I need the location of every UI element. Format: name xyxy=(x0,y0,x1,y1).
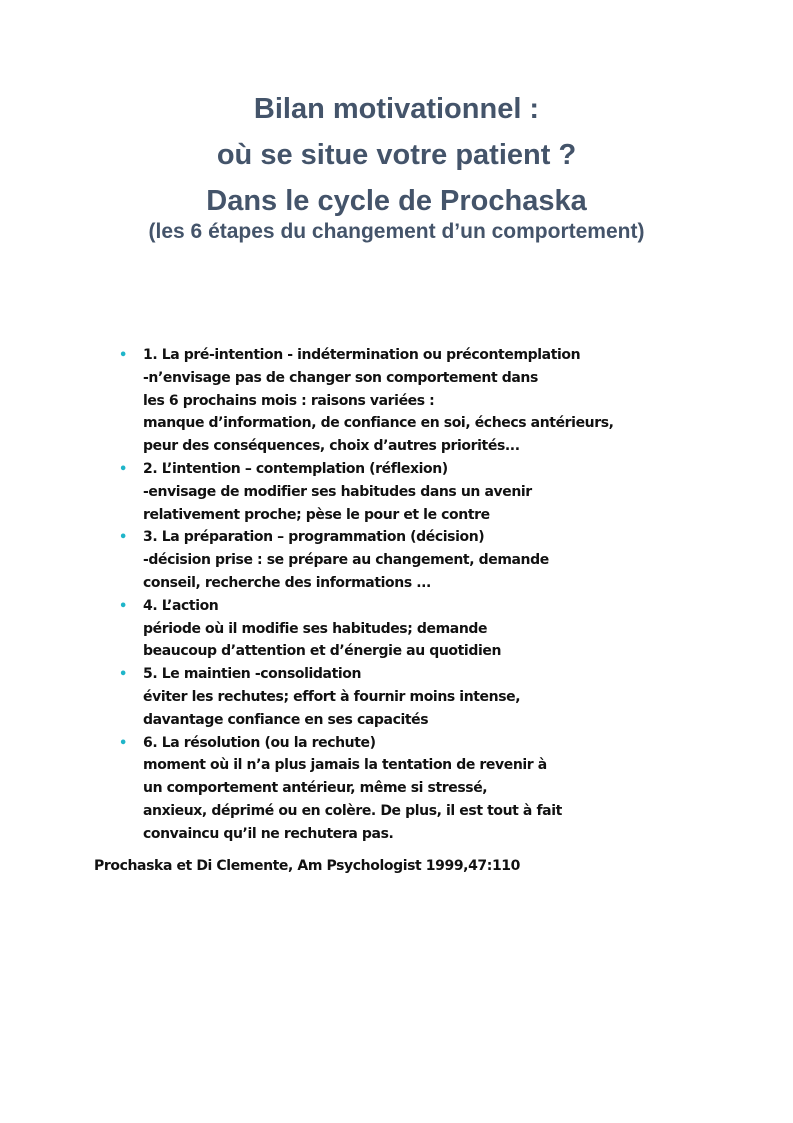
stage-line: moment où il n’a plus jamais la tentation de revenir à xyxy=(143,757,547,774)
stage-line: anxieux, déprimé ou en colère. De plus, il est tout à fait xyxy=(143,802,562,819)
title-line-1: Bilan motivationnel : xyxy=(253,93,540,125)
stage-line: éviter les rechutes; effort à fournir moins intense, xyxy=(143,688,521,705)
stage-item-4 xyxy=(118,595,718,663)
bullet-icon: • xyxy=(119,461,127,477)
bullet-icon: • xyxy=(119,530,127,546)
stage-line: un comportement antérieur, même si stressé, xyxy=(143,780,488,797)
stage-line: -envisage de modifier ses habitudes dans un avenir xyxy=(143,483,532,500)
stage-line: peur des conséquences, choix d’autres priorités... xyxy=(143,438,520,455)
stage-line: -n’envisage pas de changer son comportement dans xyxy=(143,369,538,386)
stage-line: davantage confiance en ses capacités xyxy=(143,711,429,728)
stage-line: période où il modifie ses habitudes; demande xyxy=(143,620,488,637)
stage-item-6 xyxy=(118,732,718,846)
stage-line: relativement proche; pèse le pour et le contre xyxy=(143,506,490,523)
stage-line: manque d’information, de confiance en soi, échecs antérieurs, xyxy=(143,415,614,432)
title-line-2: où se situe votre patient ? xyxy=(216,139,577,171)
stage-item-3 xyxy=(118,526,718,594)
stage-heading: 2. L’intention – contemplation (réflexion) xyxy=(143,460,448,477)
bullet-icon: • xyxy=(119,598,127,614)
stage-item-1 xyxy=(118,344,718,458)
stage-heading: 1. La pré-intention - indétermination ou précontemplation xyxy=(143,347,581,363)
stages-list xyxy=(118,344,718,846)
stage-heading: 3. La préparation – programmation (décision) xyxy=(143,529,485,546)
stage-heading: 6. La résolution (ou la rechute) xyxy=(143,734,376,751)
stage-line: beaucoup d’attention et d’énergie au quotidien xyxy=(143,643,502,660)
citation: Prochaska et Di Clemente, Am Psychologist 1999,47:110 xyxy=(94,858,520,874)
stage-item-2 xyxy=(118,458,718,526)
stage-heading: 5. Le maintien -consolidation xyxy=(143,666,362,683)
bullet-icon: • xyxy=(119,735,127,751)
stage-line: les 6 prochains mois : raisons variées : xyxy=(143,392,435,409)
subtitle: (les 6 étapes du changement d’un comportement) xyxy=(148,220,645,243)
bullet-icon: • xyxy=(119,667,127,683)
title-block xyxy=(0,86,793,247)
bullet-icon: • xyxy=(119,348,127,363)
stage-line: conseil, recherche des informations ... xyxy=(143,574,431,591)
stage-heading: 4. L’action xyxy=(143,597,219,614)
stage-item-5 xyxy=(118,663,718,731)
stage-line: -décision prise : se prépare au changement, demande xyxy=(143,552,549,569)
title-line-3: Dans le cycle de Prochaska xyxy=(206,185,587,217)
stage-line: convaincu qu’il ne rechutera pas. xyxy=(143,825,394,842)
